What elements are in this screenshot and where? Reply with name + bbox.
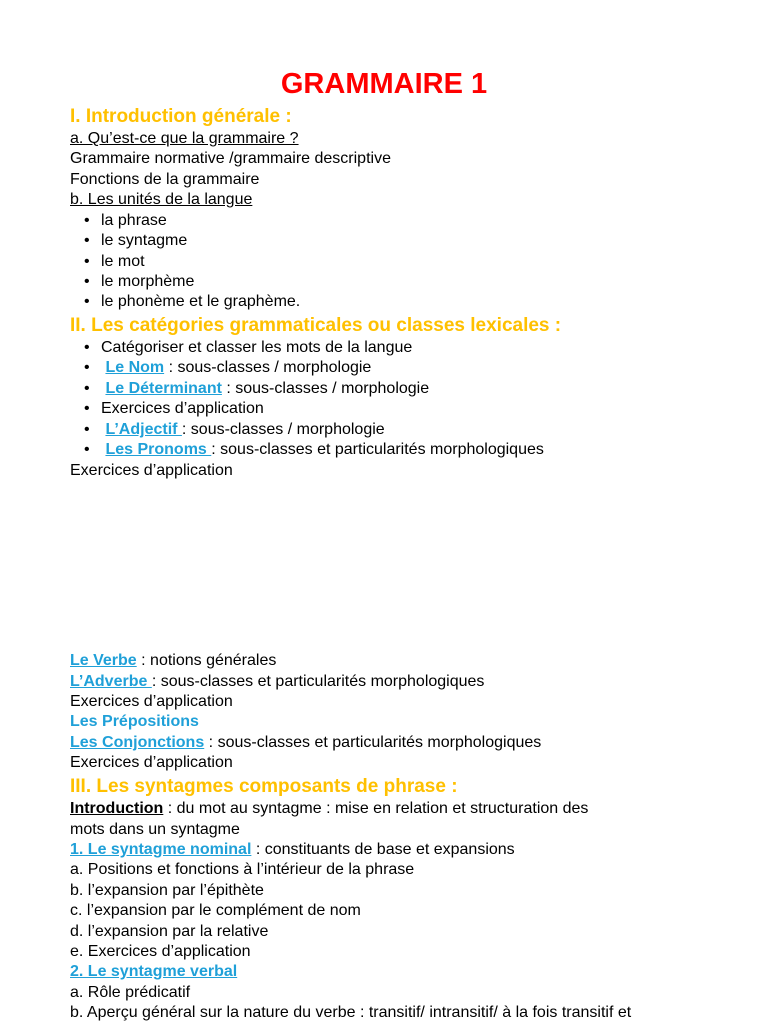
section-2-heading: II. Les catégories grammaticales ou classes lexicales : [70,315,562,336]
link-l-adjectif[interactable]: L’Adjectif [105,421,182,438]
link-le-nom[interactable]: Le Nom [105,359,165,376]
exercises-line: Exercices d’application [70,754,233,771]
section-1a-title: a. Qu’est-ce que la grammaire ? [70,130,299,147]
text-line [70,962,237,982]
link-le-verbe[interactable]: Le Verbe [70,652,137,669]
line-text: : du mot au syntagme : mise en relation et structuration des [163,800,589,817]
section-1-line: Grammaire normative /grammaire descriptive [70,150,391,167]
list-item: • la phrase [84,211,167,231]
link-syntagme-nominal[interactable]: 1. Le syntagme nominal [70,841,252,858]
text-line [70,840,515,860]
exercises-line: Exercices d’application [70,693,233,710]
text-line [70,733,541,753]
list-item: • le phonème et le graphème. [84,292,300,312]
list-item: b. l’expansion par l’épithète [70,882,264,899]
line-text: : sous-classes et particularités morphologiques [151,673,485,690]
list-item: • le mot [84,252,145,272]
document-title: GRAMMAIRE 1 [280,68,488,100]
list-item-text: : sous-classes / morphologie [181,421,385,438]
list-item-text: : sous-classes / morphologie [221,380,430,397]
link-le-determinant[interactable]: Le Déterminant [105,380,222,397]
list-item: • Catégoriser et classer les mots de la langue [84,338,412,358]
list-item: • Exercices d’application [84,399,264,419]
list-item: a. Positions et fonctions à l’intérieur de la phrase [70,861,415,878]
link-l-adverbe[interactable]: L’Adverbe [70,673,152,690]
section-1b-title: b. Les unités de la langue [70,191,253,208]
list-item: c. l’expansion par le complément de nom [70,902,361,919]
list-item: d. l’expansion par la relative [70,923,269,940]
line-text: : sous-classes et particularités morphologiques [204,734,542,751]
link-les-conjonctions[interactable]: Les Conjonctions [70,734,205,751]
list-item: a. Rôle prédicatif [70,984,191,1001]
line-text: : constituants de base et expansions [251,841,515,858]
list-item-text: : sous-classes et particularités morphologiques [211,441,544,458]
text-line [70,712,199,732]
text-line [70,799,588,819]
list-item [84,420,385,440]
exercises-line: Exercices d’application [70,462,233,479]
text-line [70,651,276,671]
list-item: e. Exercices d’application [70,943,251,960]
introduction-label: Introduction [70,800,164,817]
list-item [84,379,429,399]
line-text: : notions générales [136,652,277,669]
link-les-pronoms[interactable]: Les Pronoms [105,441,212,458]
list-item-text: : sous-classes / morphologie [164,359,372,376]
list-item: • le syntagme [84,231,187,251]
list-item: • le morphème [84,272,194,292]
section-1-line: Fonctions de la grammaire [70,171,260,188]
link-les-prepositions[interactable]: Les Prépositions [70,713,199,730]
text-line [70,672,484,692]
link-syntagme-verbal[interactable]: 2. Le syntagme verbal [70,963,238,980]
list-item [84,440,544,460]
text-line: mots dans un syntagme [70,821,240,838]
section-3-heading: III. Les syntagmes composants de phrase : [70,776,458,797]
list-item [84,358,371,378]
section-1-heading: I. Introduction générale : [70,106,292,127]
list-item: b. Aperçu général sur la nature du verbe : transitif/ intransitif/ à la fois transitif et [70,1004,632,1021]
